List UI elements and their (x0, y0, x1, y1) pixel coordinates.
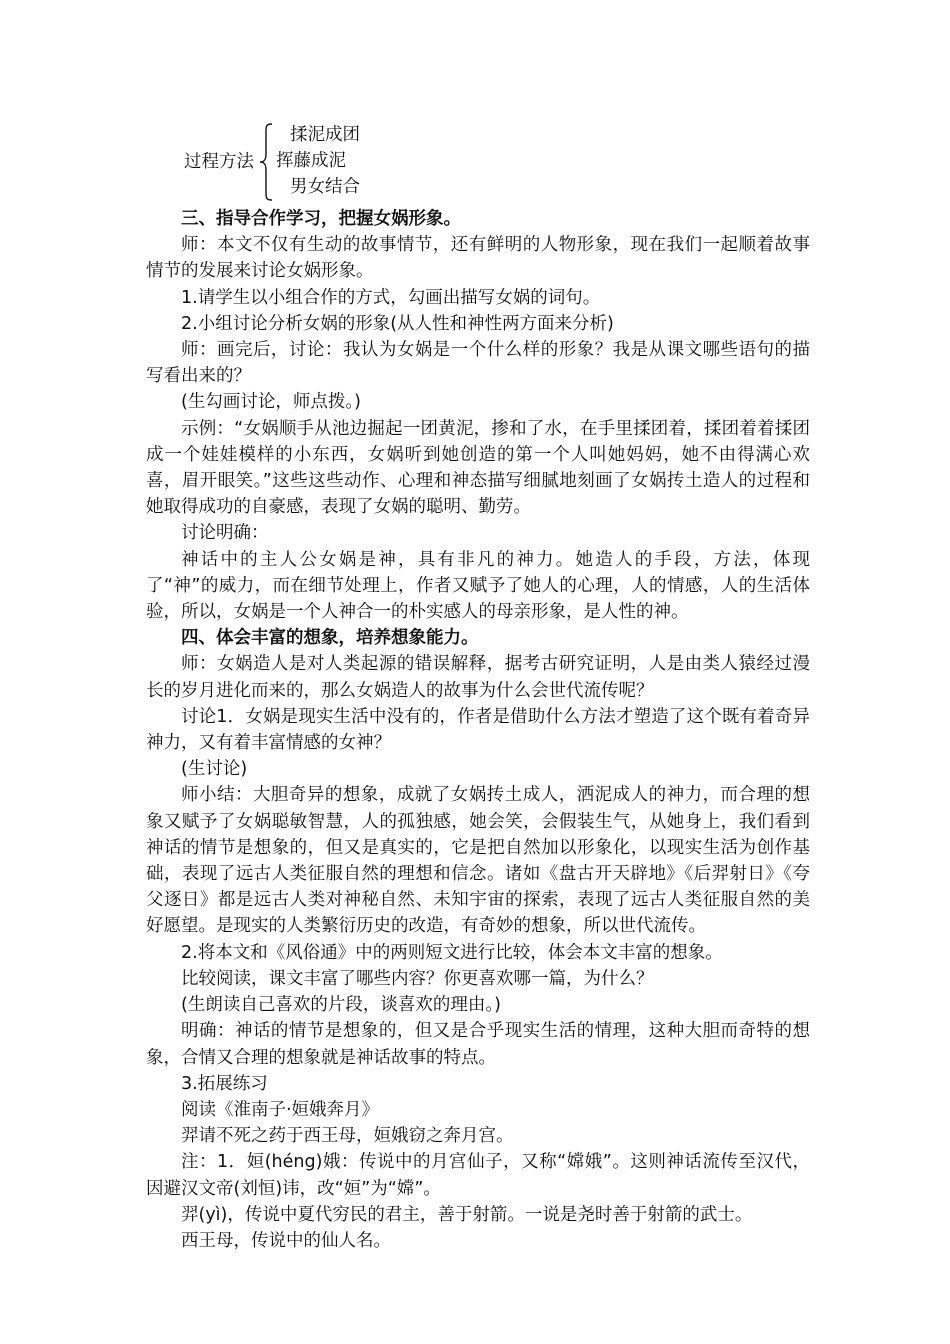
paragraph: 2.将本文和《风俗通》中的两则短文进行比较，体会本文丰富的想象。 (181, 942, 723, 963)
paragraph: 示例：“女娲顺手从池边掘起一团黄泥，掺和了水，在手里揉团着，揉团着着揉团成一个娃娃模样的小东西，女娲听到她创造的第一个人叫她妈妈，她不由得满心欢喜，眉开眼笑。”这些这些动作、心理和神态描写细腻地刻画了女娲抟土造人的过程和她取得成功的自豪感，表现了女娲的聪明、勤劳。 (146, 418, 810, 518)
process-method-items (276, 122, 360, 200)
section-heading: 四、体会丰富的想象，培养想象能力。 (181, 628, 479, 649)
paragraph: 神话中的主人公女娲是神，具有非凡的神力。她造人的手段，方法，体现了“神”的威力，而在细节处理上，作者又赋予了她人的心理，人的情感，人的生活体验，所以，女娲是一个人神合一的朴实感人的母亲形象，是人性的神。 (146, 549, 810, 623)
paragraph: (生讨论) (181, 759, 248, 780)
paragraph: 明确：神话的情节是想象的，但又是合乎现实生活的情理，这种大胆而奇特的想象，合情又合理的想象就是神话故事的特点。 (146, 1021, 810, 1068)
process-method-outline (146, 120, 810, 204)
section-heading: 三、指导合作学习，把握女娲形象。 (181, 209, 461, 229)
paragraph: (生朗读自己喜欢的片段，谈喜欢的理由。) (181, 995, 501, 1016)
paragraph: 师小结：大胆奇异的想象，成就了女娲抟土成人，洒泥成人的神力，而合理的想象又赋予了女娲聪敏智慧，人的孤独感，她会笑，会假装生气，从她身上，我们看到神话的情节是想象的，但又是真实的，它是把自然加以形象化，以现实生活为创作基础，表现了远古人类征服自然的理想和信念。诸如《盘古开天辟地》《后羿射日》《夸父逐日》都是远古人类对神秘自然、未知宇宙的探索，表现了远古人类征服自然的美好愿望。是现实的人类繁衍历史的改造，有奇妙的想象，所以世代流传。 (146, 785, 810, 937)
paragraph: 羿请不死之药于西王母，姮娥窃之奔月宫。 (181, 1126, 514, 1147)
paragraph: 2.小组讨论分析女娲的形象(从人性和神性两方面来分析) (181, 313, 614, 334)
paragraph: 羿(yì)，传说中夏代穷民的君主，善于射箭。一说是尧时善于射箭的武士。 (181, 1204, 753, 1225)
left-brace-icon (258, 122, 274, 202)
paragraph: 师：女娲造人是对人类起源的错误解释，据考古研究证明，人是由类人猿经过漫长的岁月进化而来的，那么女娲造人的故事为什么会世代流传呢？ (146, 654, 810, 701)
paragraph: 注：1．姮(héng)娥：传说中的月宫仙子，又称“嫦娥”。这则神话流传至汉代，因避汉文帝(刘恒)讳，改“姮”为“嫦”。 (146, 1152, 810, 1199)
paragraph: 师：本文不仅有生动的故事情节，还有鲜明的人物形象，现在我们一起顺着故事情节的发展来讨论女娲形象。 (146, 235, 810, 282)
paragraph: 西王母，传说中的仙人名。 (181, 1230, 391, 1251)
paragraph: 阅读《淮南子·姮娥奔月》 (181, 1099, 380, 1120)
process-item: 挥藤成泥 (276, 151, 346, 171)
document-body (146, 120, 810, 1254)
paragraph: 1.请学生以小组合作的方式，勾画出描写女娲的词句。 (181, 287, 601, 308)
paragraph: 讨论明确： (181, 523, 269, 544)
process-item: 男女结合 (290, 177, 360, 197)
paragraph: 师：画完后，讨论：我认为女娲是一个什么样的形象？我是从课文哪些语句的描写看出来的？ (146, 340, 810, 387)
paragraph: 3.拓展练习 (181, 1073, 268, 1094)
paragraph: (生勾画讨论，师点拨。) (181, 392, 361, 413)
paragraph: 比较阅读，课文丰富了哪些内容？你更喜欢哪一篇，为什么？ (181, 968, 654, 989)
process-item: 揉泥成团 (290, 125, 360, 145)
process-method-label: 过程方法 (184, 152, 254, 172)
paragraph: 讨论1．女娲是现实生活中没有的，作者是借助什么方法才塑造了这个既有着奇异神力，又有着丰富情感的女神？ (146, 706, 810, 754)
